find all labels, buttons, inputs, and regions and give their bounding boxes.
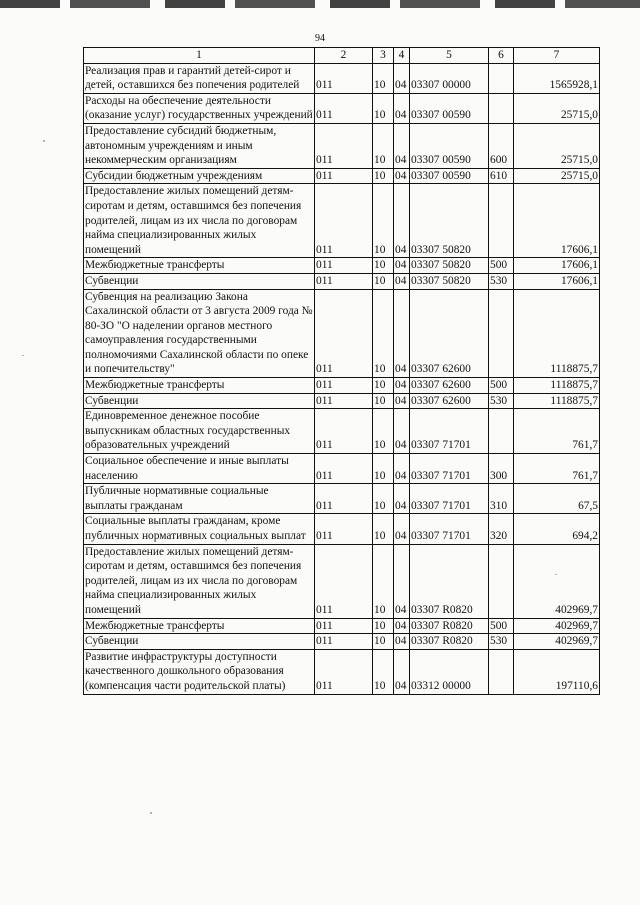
target-article-cell: 03307 00590 (410, 168, 489, 184)
subsection-code-cell: 04 (394, 63, 410, 93)
amount-cell: 25715,0 (514, 93, 600, 123)
table-row (84, 258, 600, 274)
ministry-code-cell: 011 (315, 378, 373, 394)
scan-speck (22, 355, 24, 356)
subsection-code-cell: 04 (394, 514, 410, 544)
amount-cell: 402969,7 (514, 634, 600, 650)
ministry-code-cell: 011 (315, 393, 373, 409)
target-article-cell: 03307 00000 (410, 63, 489, 93)
ministry-code-cell: 011 (315, 544, 373, 618)
expense-type-cell: 310 (489, 484, 514, 514)
subsection-code-cell: 04 (394, 289, 410, 378)
subsection-code-cell: 04 (394, 273, 410, 289)
section-code-cell: 10 (373, 258, 394, 274)
column-header: 6 (489, 48, 514, 64)
row-name-cell: Субвенции (84, 393, 315, 409)
row-name-cell: Расходы на обеспечение деятельности (оказание услуг) государственных учреждений (84, 93, 315, 123)
row-name-cell: Предоставление жилых помещений детям-сиротам и детям, оставшимся без попечения родителей, лицам из их числа по договорам найма специализированных жилых помещений (84, 184, 315, 258)
section-code-cell: 10 (373, 168, 394, 184)
section-code-cell: 10 (373, 93, 394, 123)
ministry-code-cell: 011 (315, 484, 373, 514)
amount-cell: 17606,1 (514, 184, 600, 258)
table-row (84, 378, 600, 394)
section-code-cell: 10 (373, 634, 394, 650)
ministry-code-cell: 011 (315, 258, 373, 274)
subsection-code-cell: 04 (394, 544, 410, 618)
ministry-code-cell: 011 (315, 184, 373, 258)
ministry-code-cell: 011 (315, 409, 373, 454)
amount-cell: 67,5 (514, 484, 600, 514)
expense-type-cell: 600 (489, 123, 514, 168)
target-article-cell: 03307 71701 (410, 514, 489, 544)
row-name-cell: Предоставление субсидий бюджетным, автономным учреждениям и иным некоммерческим организациям (84, 123, 315, 168)
amount-cell: 402969,7 (514, 618, 600, 634)
row-name-cell: Субвенции (84, 634, 315, 650)
row-name-cell: Публичные нормативные социальные выплаты гражданам (84, 484, 315, 514)
target-article-cell: 03307 00590 (410, 123, 489, 168)
amount-cell: 1118875,7 (514, 289, 600, 378)
row-name-cell: Реализация прав и гарантий детей-сирот и детей, оставшихся без попечения родителей (84, 63, 315, 93)
target-article-cell: 03307 R0820 (410, 618, 489, 634)
row-name-cell: Предоставление жилых помещений детям-сиротам и детям, оставшимся без попечения родителей, лицам из их числа по договорам найма специализированных жилых помещений (84, 544, 315, 618)
target-article-cell: 03307 62600 (410, 289, 489, 378)
amount-cell: 694,2 (514, 514, 600, 544)
row-name-cell: Субвенция на реализацию Закона Сахалинской области от 3 августа 2009 года № 80-ЗО "О наделении органов местного самоуправления государственными полномочиями Сахалинской области по опеке и попечительству" (84, 289, 315, 378)
section-code-cell: 10 (373, 514, 394, 544)
amount-cell: 402969,7 (514, 544, 600, 618)
section-code-cell: 10 (373, 544, 394, 618)
column-header: 4 (394, 48, 410, 64)
target-article-cell: 03307 71701 (410, 484, 489, 514)
target-article-cell: 03307 62600 (410, 393, 489, 409)
ministry-code-cell: 011 (315, 123, 373, 168)
ministry-code-cell: 011 (315, 273, 373, 289)
scan-speck (43, 140, 45, 142)
ministry-code-cell: 011 (315, 168, 373, 184)
subsection-code-cell: 04 (394, 409, 410, 454)
column-header: 1 (84, 48, 315, 64)
section-code-cell: 10 (373, 649, 394, 694)
table-row (84, 618, 600, 634)
section-code-cell: 10 (373, 618, 394, 634)
row-name-cell: Социальные выплаты гражданам, кроме публичных нормативных социальных выплат (84, 514, 315, 544)
subsection-code-cell: 04 (394, 184, 410, 258)
subsection-code-cell: 04 (394, 93, 410, 123)
target-article-cell: 03307 71701 (410, 454, 489, 484)
scan-speck (555, 574, 557, 575)
expense-type-cell (489, 63, 514, 93)
expense-type-cell: 530 (489, 273, 514, 289)
expense-type-cell (489, 93, 514, 123)
amount-cell: 761,7 (514, 409, 600, 454)
section-code-cell: 10 (373, 484, 394, 514)
target-article-cell: 03307 50820 (410, 273, 489, 289)
table-row (84, 93, 600, 123)
table-row (84, 123, 600, 168)
row-name-cell: Социальное обеспечение и иные выплаты населению (84, 454, 315, 484)
subsection-code-cell: 04 (394, 168, 410, 184)
table-row (84, 63, 600, 93)
amount-cell: 197110,6 (514, 649, 600, 694)
subsection-code-cell: 04 (394, 484, 410, 514)
ministry-code-cell: 011 (315, 618, 373, 634)
expense-type-cell: 500 (489, 618, 514, 634)
page-number: 94 (315, 33, 325, 44)
amount-cell: 25715,0 (514, 123, 600, 168)
column-header: 2 (315, 48, 373, 64)
row-name-cell: Межбюджетные трансферты (84, 618, 315, 634)
row-name-cell: Субвенции (84, 273, 315, 289)
expense-type-cell: 530 (489, 634, 514, 650)
ministry-code-cell: 011 (315, 634, 373, 650)
table-row (84, 544, 600, 618)
amount-cell: 25715,0 (514, 168, 600, 184)
table-row (84, 168, 600, 184)
table-row (84, 634, 600, 650)
target-article-cell: 03307 50820 (410, 184, 489, 258)
table-header-row (84, 48, 600, 64)
expense-type-cell: 530 (489, 393, 514, 409)
ministry-code-cell: 011 (315, 63, 373, 93)
row-name-cell: Межбюджетные трансферты (84, 258, 315, 274)
subsection-code-cell: 04 (394, 618, 410, 634)
section-code-cell: 10 (373, 63, 394, 93)
amount-cell: 1118875,7 (514, 378, 600, 394)
row-name-cell: Единовременное денежное пособие выпускникам областных государственных образовательных учреждений (84, 409, 315, 454)
amount-cell: 1565928,1 (514, 63, 600, 93)
expense-type-cell: 300 (489, 454, 514, 484)
section-code-cell: 10 (373, 409, 394, 454)
scan-top-edge (0, 0, 640, 8)
amount-cell: 761,7 (514, 454, 600, 484)
column-header: 5 (410, 48, 489, 64)
subsection-code-cell: 04 (394, 378, 410, 394)
target-article-cell: 03307 62600 (410, 378, 489, 394)
table-row (84, 289, 600, 378)
section-code-cell: 10 (373, 184, 394, 258)
section-code-cell: 10 (373, 393, 394, 409)
row-name-cell: Субсидии бюджетным учреждениям (84, 168, 315, 184)
target-article-cell: 03307 50820 (410, 258, 489, 274)
expense-type-cell: 500 (489, 378, 514, 394)
section-code-cell: 10 (373, 378, 394, 394)
section-code-cell: 10 (373, 289, 394, 378)
subsection-code-cell: 04 (394, 649, 410, 694)
table-row (84, 393, 600, 409)
section-code-cell: 10 (373, 273, 394, 289)
subsection-code-cell: 04 (394, 454, 410, 484)
table-row (84, 184, 600, 258)
row-name-cell: Развитие инфраструктуры доступности качественного дошкольного образования (компенсация части родительской платы) (84, 649, 315, 694)
row-name-cell: Межбюджетные трансферты (84, 378, 315, 394)
expense-type-cell (489, 544, 514, 618)
table-row (84, 454, 600, 484)
expense-type-cell: 610 (489, 168, 514, 184)
expense-type-cell (489, 649, 514, 694)
table-row (84, 484, 600, 514)
budget-table (83, 47, 600, 695)
ministry-code-cell: 011 (315, 93, 373, 123)
scan-speck (150, 812, 152, 814)
ministry-code-cell: 011 (315, 649, 373, 694)
target-article-cell: 03307 00590 (410, 93, 489, 123)
expense-type-cell (489, 409, 514, 454)
target-article-cell: 03307 R0820 (410, 634, 489, 650)
target-article-cell: 03312 00000 (410, 649, 489, 694)
section-code-cell: 10 (373, 123, 394, 168)
amount-cell: 17606,1 (514, 258, 600, 274)
table-row (84, 514, 600, 544)
subsection-code-cell: 04 (394, 258, 410, 274)
amount-cell: 17606,1 (514, 273, 600, 289)
target-article-cell: 03307 71701 (410, 409, 489, 454)
table-row (84, 409, 600, 454)
subsection-code-cell: 04 (394, 634, 410, 650)
subsection-code-cell: 04 (394, 123, 410, 168)
subsection-code-cell: 04 (394, 393, 410, 409)
expense-type-cell: 500 (489, 258, 514, 274)
ministry-code-cell: 011 (315, 514, 373, 544)
column-header: 7 (514, 48, 600, 64)
column-header: 3 (373, 48, 394, 64)
amount-cell: 1118875,7 (514, 393, 600, 409)
expense-type-cell (489, 289, 514, 378)
table-row (84, 273, 600, 289)
ministry-code-cell: 011 (315, 289, 373, 378)
expense-type-cell (489, 184, 514, 258)
table-row (84, 649, 600, 694)
target-article-cell: 03307 R0820 (410, 544, 489, 618)
expense-type-cell: 320 (489, 514, 514, 544)
ministry-code-cell: 011 (315, 454, 373, 484)
section-code-cell: 10 (373, 454, 394, 484)
